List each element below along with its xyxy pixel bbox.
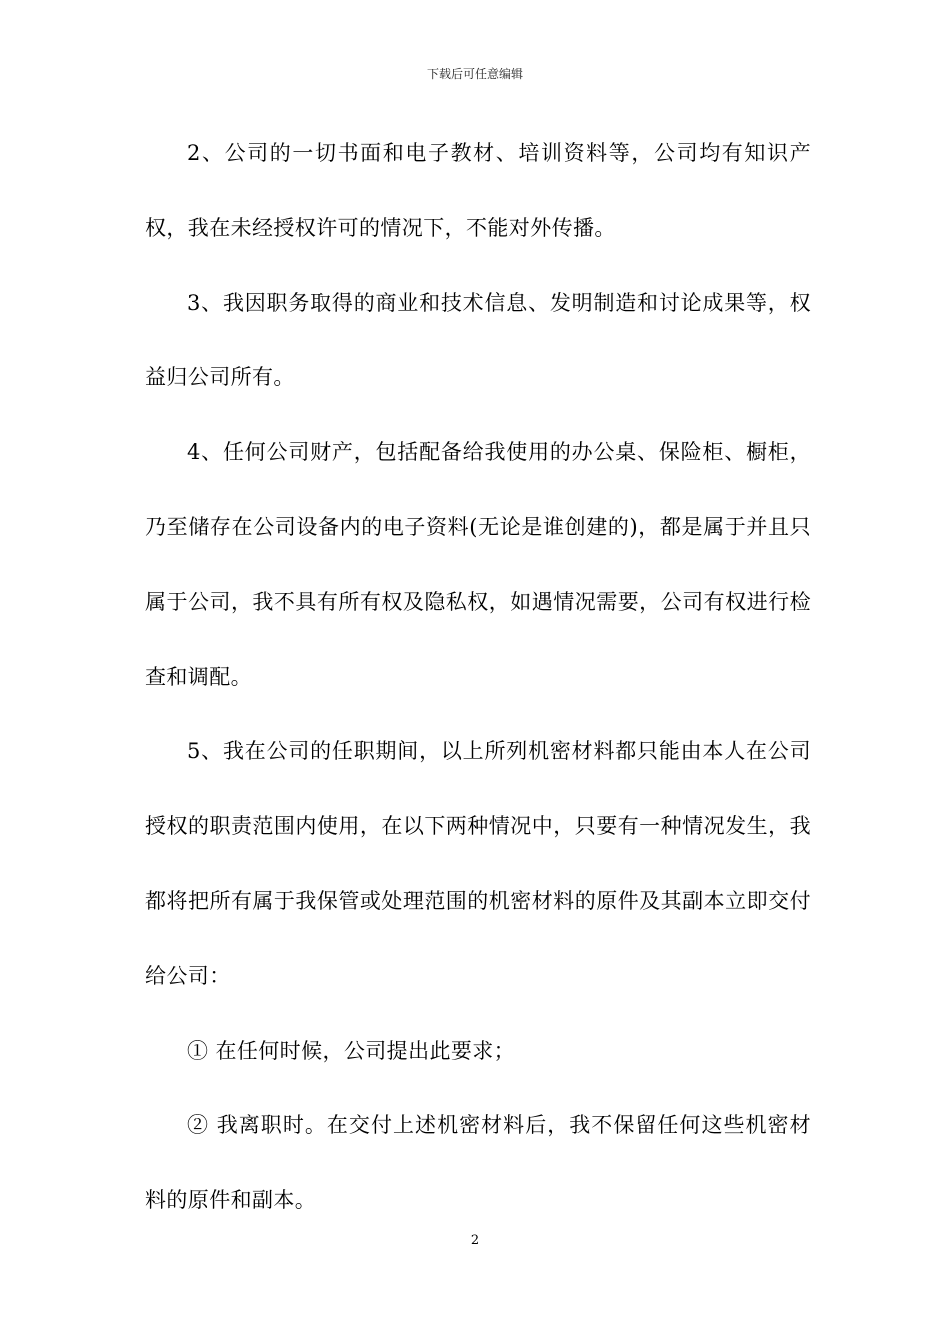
paragraph-clause-4: 4、任何公司财产，包括配备给我使用的办公桌、保险柜、橱柜，乃至储存在公司设备内的电子资料(无论是谁创建的)，都是属于并且只属于公司，我不具有所有权及隐私权，如遇情况需要，公司有权进行检查和调配。 <box>145 440 811 689</box>
document-body <box>145 116 811 1238</box>
page-number: 2 <box>470 1233 480 1248</box>
paragraph-item-2: ② 我离职时。在交付上述机密材料后，我不保留任何这些机密材料的原件和副本。 <box>145 1113 811 1213</box>
paragraph-item-1: ① 在任何时候，公司提出此要求； <box>187 1038 516 1063</box>
paragraph-clause-5: 5、我在公司的任职期间，以上所列机密材料都只能由本人在公司授权的职责范围内使用，在以下两种情况中，只要有一种情况发生，我都将把所有属于我保管或处理范围的机密材料的原件及其副本立即交付给公司： <box>145 739 811 988</box>
paragraph-clause-2: 2、公司的一切书面和电子教材、培训资料等，公司均有知识产权，我在未经授权许可的情况下，不能对外传播。 <box>145 141 811 240</box>
paragraph-clause-3: 3、我因职务取得的商业和技术信息、发明制造和讨论成果等，权益归公司所有。 <box>145 290 811 390</box>
page-header: 下载后可任意编辑 <box>426 67 523 81</box>
